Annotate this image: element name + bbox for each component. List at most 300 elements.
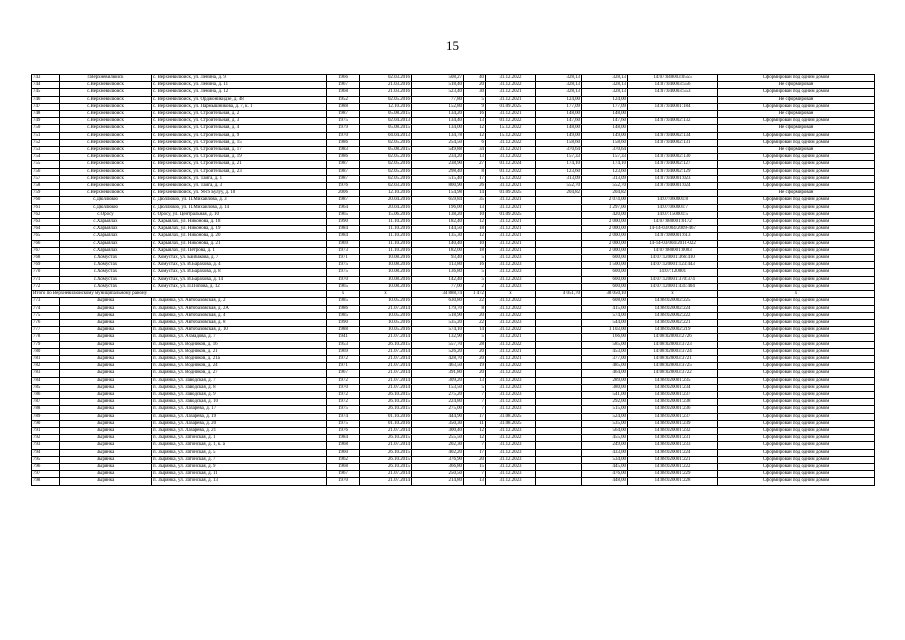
land-status-cell: Сформирован под одним домом [718, 219, 875, 226]
housing-register-table [31, 74, 875, 486]
land-status-cell: Сформирован под одним домом [718, 305, 875, 312]
year-built-cell: 1970 [327, 276, 360, 283]
area-cell: 515,40 [412, 175, 464, 182]
area-cell: 444,90 [412, 413, 464, 420]
cadastral-number-cell: 14:08:020003:3722 [628, 370, 718, 377]
area-cell: 153,50 [412, 384, 464, 391]
residents-cell: 12 [464, 233, 486, 240]
deadline-cell: 31.12.2022 [486, 327, 536, 334]
land-status-cell: Сформирован под одним домом [718, 139, 875, 146]
cost-a-cell [536, 478, 582, 485]
area-cell: 366,80 [412, 463, 464, 470]
date-cell: 05.08.2015 [360, 111, 412, 118]
cost-a-cell [536, 391, 582, 398]
cadastral-number-cell: 14:08:020001:232 [628, 427, 718, 434]
row-number-cell: 762 [32, 211, 60, 218]
date-cell: 10.08.2016 [360, 262, 412, 269]
area-cell: 391,80 [412, 370, 464, 377]
land-status-cell: Сформирован под одним домом [718, 183, 875, 190]
area-cell: 135,30 [412, 233, 464, 240]
table-row [32, 377, 875, 384]
land-status-cell: Не сформирован [718, 125, 875, 132]
row-number-cell: 757 [32, 175, 60, 182]
table-row [32, 427, 875, 434]
table-row [32, 168, 875, 175]
cost-b-cell: 420,00 [582, 211, 628, 218]
year-built-cell: 1968 [327, 442, 360, 449]
cost-b-cell: 204,82 [582, 190, 628, 197]
land-status-cell: Сформирован под одним домом [718, 355, 875, 362]
area-cell: 508,27 [412, 75, 464, 82]
land-status-cell: Сформирован под одним домом [718, 370, 875, 377]
residents-cell: 20 [464, 348, 486, 355]
table-row [32, 298, 875, 305]
cost-a-cell [536, 305, 582, 312]
date-cell: 02.05.2016 [360, 139, 412, 146]
deadline-cell: 31.12.2023 [486, 456, 536, 463]
cadastral-number-cell: 14:07:040002:132 [628, 118, 718, 125]
land-status-cell: Сформирован под одним домом [718, 269, 875, 276]
residents-cell: 22 [464, 298, 486, 305]
cost-b-cell: 524,00 [582, 413, 628, 420]
cost-b-cell: 455,00 [582, 435, 628, 442]
year-built-cell: 1986 [327, 154, 360, 161]
cadastral-number-cell: 14:07:040002:131 [628, 139, 718, 146]
row-number-cell: 761 [32, 204, 60, 211]
deadline-cell: 31.12.2021 [486, 226, 536, 233]
cost-a-cell [536, 233, 582, 240]
cadastral-number-cell: 14:07:060001:8 [628, 197, 718, 204]
area-cell: 134,20 [412, 111, 464, 118]
settlement-cell: с.Хомустах [60, 276, 152, 283]
cost-b-cell: 2 000,00 [582, 240, 628, 247]
cost-b-cell: 158,60 [582, 139, 628, 146]
cost-a-cell [536, 399, 582, 406]
address-cell: с. Верхневилюйск, ул. Ленина, д. 12 [152, 89, 327, 96]
cost-a-cell: 313,09 [536, 175, 582, 182]
settlement-cell: Зырянка [60, 442, 152, 449]
land-status-cell: Сформирован под одним домом [718, 226, 875, 233]
year-built-cell: 1975 [327, 262, 360, 269]
address-cell: с. Верхневилюйск, ул. Строительная, д. 4 [152, 125, 327, 132]
area-cell: 255,50 [412, 435, 464, 442]
address-cell: с. Харыялах, ул. Никонова, д. 19 [152, 226, 327, 233]
residents-cell: 17 [464, 175, 486, 182]
residents-cell: 13 [464, 118, 486, 125]
total-area: 34 888,74 [412, 291, 464, 298]
row-number-cell: 786 [32, 391, 60, 398]
residents-cell: 18 [464, 247, 486, 254]
cost-b-cell: 476,00 [582, 471, 628, 478]
deadline-cell: 31.12.2021 [486, 219, 536, 226]
date-cell: 02.05.2016 [360, 175, 412, 182]
year-built-cell: 1986 [327, 139, 360, 146]
deadline-cell: 31.12.2021 [486, 147, 536, 154]
residents-cell: 5 [464, 255, 486, 262]
area-cell: 254,50 [412, 139, 464, 146]
cost-b-cell: 313,09 [582, 175, 628, 182]
year-built-cell: 1975 [327, 269, 360, 276]
deadline-cell: 31.12.2023 [486, 269, 536, 276]
address-cell: с. Верхневилюйск, ул. Строительная, д. 23 [152, 168, 327, 175]
cadastral-number-cell: 14:08:020001:237 [628, 391, 718, 398]
row-number-cell: 783 [32, 370, 60, 377]
year-built-cell: 1975 [327, 420, 360, 427]
date-cell: 05.08.2015 [360, 147, 412, 154]
settlement-cell: с.Харыялах [60, 219, 152, 226]
year-built-cell: 1984 [327, 226, 360, 233]
cost-b-cell: 292,00 [582, 399, 628, 406]
table-row [32, 420, 875, 427]
cadastral-number-cell: 14:07:120001:366:410 [628, 255, 718, 262]
address-cell: п. Зырянка, ул. Заводская, д. 10 [152, 399, 327, 406]
table-row [32, 391, 875, 398]
date-cell: 11.10.2016 [360, 233, 412, 240]
deadline-cell: 31.12.2021 [486, 355, 536, 362]
cost-b-cell: 328,13 [582, 82, 628, 89]
total-date: x [360, 291, 412, 298]
cost-b-cell: 1 103,00 [582, 327, 628, 334]
settlement-cell: Зырянка [60, 327, 152, 334]
cadastral-number-cell: 14:08:020001:238 [628, 399, 718, 406]
cadastral-number-cell: 14:07:040003:553 [628, 89, 718, 96]
address-cell: п. Зырянка, ул. Водников, д. 21 [152, 348, 327, 355]
settlement-cell: с.Верхневилюйск [60, 161, 152, 168]
residents-cell: 20 [464, 312, 486, 319]
address-cell: п. Зырянка, ул. Затонская, д. 13 [152, 478, 327, 485]
cost-a-cell [536, 226, 582, 233]
cost-a-cell [536, 348, 582, 355]
cadastral-number-cell [628, 147, 718, 154]
row-number-cell: 794 [32, 449, 60, 456]
date-cell: 02.03.2016 [360, 75, 412, 82]
year-built-cell: 1962 [327, 456, 360, 463]
residents-cell: 20 [464, 82, 486, 89]
table-row [32, 327, 875, 334]
year-built-cell: 1969 [327, 240, 360, 247]
cost-b-cell: 1 500,00 [582, 262, 628, 269]
land-status-cell: Сформирован под одним домом [718, 399, 875, 406]
year-built-cell: 1968 [327, 463, 360, 470]
address-cell: п. Зырянка, ул. Заводская, д. 7 [152, 377, 327, 384]
year-built-cell: 1985 [327, 298, 360, 305]
residents-cell: 26 [464, 183, 486, 190]
cadastral-number-cell: 14:07:040001:184 [628, 103, 718, 110]
residents-cell: 11 [464, 420, 486, 427]
land-status-cell: Сформирован под одним домом [718, 255, 875, 262]
cost-b-cell: 445,00 [582, 463, 628, 470]
date-cell: 11.10.2016 [360, 219, 412, 226]
settlement-cell: Зырянка [60, 298, 152, 305]
area-cell: 132,90 [412, 334, 464, 341]
year-built-cell: 1972 [327, 377, 360, 384]
deadline-cell: 31.12.2023 [486, 442, 536, 449]
table-row [32, 276, 875, 283]
address-cell: п. Зырянка, ул. Автобазовская, д. 10 [152, 327, 327, 334]
deadline-cell: 31.08.2025 [486, 413, 536, 420]
total-label: Итого по Верхневилюйскому муниципальному району [32, 291, 327, 298]
cost-a-cell [536, 327, 582, 334]
residents-cell: 5 [464, 276, 486, 283]
settlement-cell: Зырянка [60, 319, 152, 326]
residents-cell: 30 [464, 89, 486, 96]
settlement-cell: с.Верхневилюйск [60, 111, 152, 118]
table-row [32, 471, 875, 478]
table-row [32, 449, 875, 456]
area-cell: 224,80 [412, 399, 464, 406]
row-number-cell: 769 [32, 262, 60, 269]
year-built-cell: 1967 [327, 82, 360, 89]
deadline-cell: 31.12.2023 [486, 478, 536, 485]
cost-b-cell: 370,64 [582, 147, 628, 154]
land-status-cell: Сформирован под одним домом [718, 471, 875, 478]
table-row [32, 89, 875, 96]
cadastral-number-cell: 14:08:020002:225 [628, 298, 718, 305]
address-cell: с. Верхневилюйск, ул. Строительная, д. 17 [152, 147, 327, 154]
cadastral-number-cell: 14:08:020001:221 [628, 456, 718, 463]
residents-cell: 17 [464, 413, 486, 420]
row-number-cell: 751 [32, 132, 60, 139]
year-built-cell: 1970 [327, 132, 360, 139]
cost-a-cell: 174,10 [536, 161, 582, 168]
address-cell: с. Верхневилюйск, ул. Строительная, д. 21 [152, 161, 327, 168]
table-row [32, 147, 875, 154]
area-cell: 250,50 [412, 471, 464, 478]
cost-b-cell: 2 000,00 [582, 247, 628, 254]
settlement-cell: Зырянка [60, 377, 152, 384]
table-row [32, 154, 875, 161]
cadastral-number-cell [628, 125, 718, 132]
cost-a-cell [536, 449, 582, 456]
cost-a-cell: 328,13 [536, 82, 582, 89]
land-status-cell: Сформирован под одним домом [718, 391, 875, 398]
table-row [32, 406, 875, 413]
deadline-cell: 31.12.2021 [486, 96, 536, 103]
settlement-cell: с.Дюллюкю [60, 204, 152, 211]
table-row [32, 319, 875, 326]
cost-b-cell: 600,00 [582, 255, 628, 262]
year-built-cell: 1984 [327, 435, 360, 442]
address-cell: с. Верхневилюйск, ул. Строительная, д. 9 [152, 132, 327, 139]
table-row [32, 312, 875, 319]
deadline-cell: 31.12.2023 [486, 399, 536, 406]
deadline-cell: 31.12.2022 [486, 435, 536, 442]
residents-cell: 5 [464, 96, 486, 103]
row-number-cell: 792 [32, 435, 60, 442]
land-status-cell: Сформирован под одним домом [718, 456, 875, 463]
deadline-cell: 31.12.2022 [486, 298, 536, 305]
date-cell: 26.10.2015 [360, 463, 412, 470]
land-status-cell: Сформирован под одним домом [718, 211, 875, 218]
area-cell: 144,50 [412, 226, 464, 233]
residents-cell: 12 [464, 219, 486, 226]
address-cell: с. Верхневилюйск, ул. Строительная, д. 19 [152, 154, 327, 161]
year-built-cell: 1953 [327, 341, 360, 348]
cost-b-cell: 415,00 [582, 305, 628, 312]
deadline-cell: 15.12.2022 [486, 125, 536, 132]
cost-a-cell [536, 456, 582, 463]
residents-cell: 7 [464, 406, 486, 413]
settlement-cell: Зырянка [60, 348, 152, 355]
cadastral-number-cell: 14:08:020001:234 [628, 384, 718, 391]
table-row [32, 190, 875, 197]
address-cell: с. Дюллюкю, ул. П.Михайлова, д. 14 [152, 204, 327, 211]
area-cell: 134,00 [412, 125, 464, 132]
row-number-cell: 776 [32, 319, 60, 326]
cost-a-cell: 204,82 [536, 190, 582, 197]
deadline-cell: 31.12.2022 [486, 305, 536, 312]
area-cell: 402,20 [412, 449, 464, 456]
cost-a-cell: 123,60 [536, 168, 582, 175]
date-cell: 26.10.2015 [360, 341, 412, 348]
cadastral-number-cell: 14:08:020001:224 [628, 449, 718, 456]
residents-cell: 10 [464, 211, 486, 218]
year-built-cell: 1970 [327, 478, 360, 485]
residents-cell: 18 [464, 226, 486, 233]
row-number-cell: 778 [32, 334, 60, 341]
total-cost-b: 38 050,10 [582, 291, 628, 298]
cost-a-cell: 328,13 [536, 75, 582, 82]
row-number-cell: 775 [32, 312, 60, 319]
residents-cell: 8 [464, 305, 486, 312]
residents-cell: 7 [464, 471, 486, 478]
row-number-cell: 787 [32, 399, 60, 406]
settlement-cell: с.Верхневилюйск [60, 96, 152, 103]
settlement-cell: Зырянка [60, 399, 152, 406]
deadline-cell: 31.12.2023 [486, 319, 536, 326]
residents-cell: 10 [464, 240, 486, 247]
area-cell: 518,40 [412, 82, 464, 89]
table-row [32, 226, 875, 233]
address-cell: п. Зырянка, ул. Заводская, д. 8 [152, 384, 327, 391]
area-cell: 182,00 [412, 247, 464, 254]
year-built-cell: 1972 [327, 355, 360, 362]
cost-b-cell: 157,33 [582, 154, 628, 161]
cadastral-number-cell: 14-14-03/004/2009-467 [628, 226, 718, 233]
date-cell: 10.05.2016 [360, 327, 412, 334]
date-cell: 26.10.2015 [360, 406, 412, 413]
land-status-cell: Сформирован под одним домом [718, 168, 875, 175]
settlement-cell: Зырянка [60, 334, 152, 341]
cadastral-number-cell: 14:08:020001:229 [628, 471, 718, 478]
settlement-cell: Зырянка [60, 406, 152, 413]
table-row [32, 240, 875, 247]
settlement-cell: с.Верхневилюйск [60, 103, 152, 110]
date-cell: 02.05.2016 [360, 96, 412, 103]
row-number-cell: 744 [32, 82, 60, 89]
address-cell: с. Харыялах, ул. Никонова, д. 18 [152, 219, 327, 226]
table-row [32, 413, 875, 420]
address-cell: с. Верхневилюйск, ул. Тайга, д. 1 [152, 175, 327, 182]
year-built-cell: 1988 [327, 327, 360, 334]
row-number-cell: 784 [32, 377, 60, 384]
area-cell: 154,98 [412, 190, 464, 197]
cost-b-cell: 148,00 [582, 125, 628, 132]
row-number-cell: 760 [32, 197, 60, 204]
table-row [32, 247, 875, 254]
deadline-cell: 31.12.2022 [486, 75, 536, 82]
total-cost-a: 4 051,70 [536, 291, 582, 298]
table-row [32, 363, 875, 370]
cadastral-number-cell: 14:08:020001:228 [628, 478, 718, 485]
land-status-cell: Сформирован под одним домом [718, 435, 875, 442]
settlement-cell: с.Харыялах [60, 226, 152, 233]
area-cell: 309,20 [412, 377, 464, 384]
date-cell: 26.10.2015 [360, 456, 412, 463]
address-cell: с. Верхневилюйск, ул. Ленина, д. 11 [152, 82, 327, 89]
area-cell: 136,80 [412, 269, 464, 276]
residents-cell: 19 [464, 363, 486, 370]
area-cell: 523,40 [412, 89, 464, 96]
residents-cell: 12 [464, 427, 486, 434]
area-cell: 152,80 [412, 103, 464, 110]
address-cell: п. Зырянка, ул. Лазарева, д. 20 [152, 420, 327, 427]
date-cell: 21.07.2014 [360, 384, 412, 391]
cost-b-cell: 515,00 [582, 406, 628, 413]
cadastral-number-cell: 14:07:080001:0003 [628, 247, 718, 254]
deadline-cell: 31.12.2022 [486, 370, 536, 377]
date-cell: 21.07.2014 [360, 334, 412, 341]
table-row [32, 456, 875, 463]
deadline-cell: 31.12.2023 [486, 406, 536, 413]
address-cell: с. Хомустах, ул. И.Барахова, д. 14 [152, 276, 327, 283]
year-built-cell: 1970 [327, 384, 360, 391]
deadline-cell: 31.12.2023 [486, 276, 536, 283]
cadastral-number-cell: 14:08:020001:233 [628, 442, 718, 449]
address-cell: п. Зырянка, ул. Лазарева, д. 17 [152, 406, 327, 413]
cost-a-cell [536, 247, 582, 254]
address-cell: п. Зырянка, ул. Водников, д. 27 [152, 370, 327, 377]
row-number-cell: 756 [32, 168, 60, 175]
address-cell: с. Оросу, ул. Центральная, д. 10 [152, 211, 327, 218]
land-status-cell: Сформирован под одним домом [718, 312, 875, 319]
date-cell: 11.10.2016 [360, 240, 412, 247]
settlement-cell: Зырянка [60, 449, 152, 456]
area-cell: 549,88 [412, 147, 464, 154]
table-row [32, 219, 875, 226]
date-cell: 11.10.2016 [360, 226, 412, 233]
cadastral-number-cell: 14:07:040003:556 [628, 82, 718, 89]
cadastral-number-cell: 14:07:120001:370:374 [628, 276, 718, 283]
land-status-cell: Не сформирован [718, 190, 875, 197]
land-status-cell: Сформирован под одним домом [718, 240, 875, 247]
cost-b-cell: 174,10 [582, 161, 628, 168]
residents-cell: 13 [464, 204, 486, 211]
total-year-built: x [327, 291, 360, 298]
total-cadastral-number: x [628, 291, 718, 298]
cost-a-cell [536, 283, 582, 290]
row-number-cell: 785 [32, 384, 60, 391]
deadline-cell: 31.12.2021 [486, 183, 536, 190]
deadline-cell: 31.12.2023 [486, 449, 536, 456]
row-number-cell: 796 [32, 463, 60, 470]
residents-cell: 5 [464, 269, 486, 276]
cost-a-cell: 328,13 [536, 89, 582, 96]
area-cell: 800,90 [412, 183, 464, 190]
address-cell: с. Дюллюкю, ул. П.Михайлова, д. 3 [152, 197, 327, 204]
address-cell: с. Верхневилюйск, ул. Тайга, д. 3 [152, 183, 327, 190]
year-built-cell: 1987 [327, 111, 360, 118]
row-number-cell: 767 [32, 247, 60, 254]
area-cell: 350,30 [412, 420, 464, 427]
cadastral-number-cell: 14:07:120001 [628, 269, 718, 276]
cadastral-number-cell: 14:07:040002:127 [628, 161, 718, 168]
cost-a-cell [536, 406, 582, 413]
row-number-cell: 774 [32, 305, 60, 312]
cost-a-cell: 149,00 [536, 132, 582, 139]
row-number-cell: 791 [32, 427, 60, 434]
year-built-cell: 1976 [327, 427, 360, 434]
